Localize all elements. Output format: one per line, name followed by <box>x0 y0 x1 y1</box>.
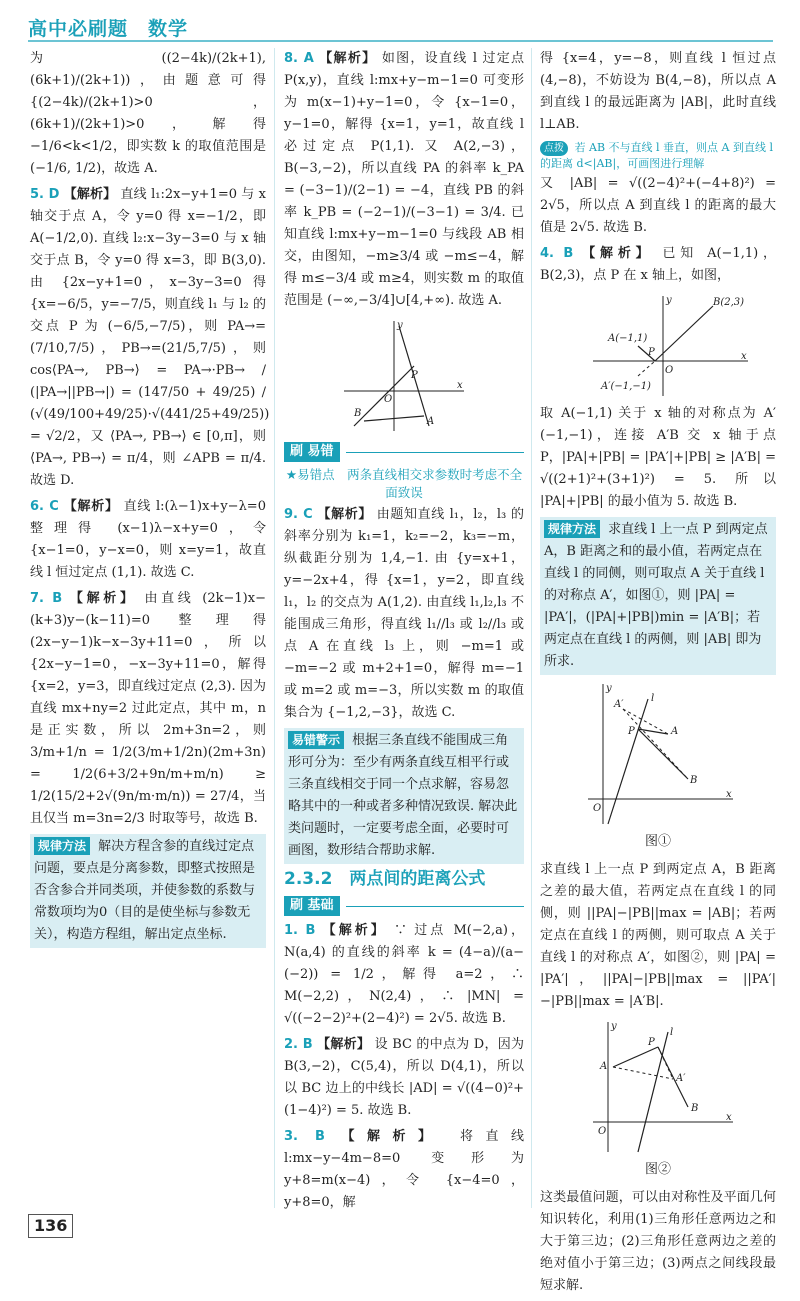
line-l <box>608 699 648 824</box>
error-badge-char: 刷 <box>290 444 304 459</box>
analysis-tag: 【解析】 <box>317 507 372 522</box>
answer-5-text: 直线 l₁:2x−y+1=0 与 x 轴交于点 A，令 y=0 得 x=−1/2，即 A(−1/2,0). 直线 l₂:x−3y−3=0 与 x 轴交于点 B，令 y=0 得 x=3，即 B(3,0). 由 {2x−y+1=0，x−3y−3=0 得 {x=−6/5，y=−7/5，则直线 l₁ 与 l₂ 的交点 P 为 (−6/5,−7/5)，则 PA→=(7/10,7/5)，PB→=(21/5,7/5)，则 cos⟨PA→, PB→⟩ = PA→·PB→ / (|PA→||PB→|) = (147/50 + 49/25) / (√(49/100+49/25)·√(441/25+49/25)) = √2/2，又 ⟨PA→, PB→⟩ ∈ [0,π]，则 ⟨PA→, PB→⟩ = π/4，则 ∠APB = π/4. 故选 D. <box>30 187 270 488</box>
answer-7-text: 由直线 (2k−1)x−(k+3)y−(k−11)=0 整理得 (2x−y−1)k−x−3y+11=0，所以 {2x−y−1=0，−x−3y+11=0，解得 {x=2，y=3，即直线过定点 (2,3). 因为直线 mx+ny=2 过此定点，其中 m，n 是正实数，所以 2m+3n=2，则 3/m+1/n = 1/2(3/m+1/2n)(2m+3n) = 1/2(6+3/2+9n/m+m/n) ≥ 1/2(15/2+2√(9n/m·m/n)) = 27/4，当且仅当 m=3n=2/3 时取等号，故选 B. <box>30 591 266 826</box>
basic-badge-char: 刷 <box>290 898 304 913</box>
analysis-tag: 【解析】 <box>341 1129 444 1144</box>
basic-answer-3-text: 将直线 l:mx−y−4m−8=0 变形为 y+8=m(x−4)，令 {x−4=0，y+8=0，解 <box>284 1129 524 1210</box>
axis-label-x: x <box>726 1112 732 1123</box>
analysis-tag: 【解析】 <box>582 246 654 261</box>
basic-section-bar <box>284 896 524 916</box>
answer-7 <box>30 588 266 830</box>
error-badge-title: 易错 <box>307 444 334 459</box>
basic-answer-2-number: 2. B <box>284 1037 313 1052</box>
column-middle <box>284 48 524 1218</box>
point-p-label: P <box>628 726 635 737</box>
point-a-prime-label: A′(−1,−1) <box>601 381 651 392</box>
point-a-label: A <box>427 416 435 427</box>
answer-5-number: 5. D <box>30 187 60 202</box>
answer-6-text: 直线 l:(λ−1)x+y−λ=0 整理得 (x−1)λ−x+y=0，令 {x−1=0，y−x=0，则 x=y=1，故直线 l 恒过定点 (1,1). 故选 C. <box>30 499 266 580</box>
section-line <box>346 452 524 453</box>
point-a-prime-label: A′ <box>676 1073 686 1084</box>
segment-pa <box>613 1047 658 1067</box>
section-line <box>346 906 524 907</box>
answer-8-number: 8. A <box>284 51 314 66</box>
warning-text: 根据三条直线不能围成三角形可分为：至少有两条直线互相平行或三条直线相交于同一个点求解，容易忽略其中的一种或者多种情况致误. 解决此类问题时，一定要考虑全面，必要时可画图，数形结合帮助求解. <box>288 733 518 858</box>
basic-answer-3 <box>284 1126 524 1214</box>
method-text: 求直线 l 上一点 P 到两定点 A，B 距离之和的最小值，若两定点在直线 l 的同侧，则可取点 A 关于直线 l 的对称点 A′，如图①，则 |PA| = |PA′|，(|PA|+|PB|)min = |A′B|；若两定点在直线 l 的两侧，则 |AB| 即为所求. <box>544 522 768 669</box>
page-number: 136 <box>28 1214 73 1238</box>
hint-note <box>540 140 776 171</box>
point-b-label: B <box>691 1103 699 1114</box>
point-p-label: P <box>648 347 655 358</box>
analysis-tag: 【解析】 <box>317 1037 371 1052</box>
column-divider <box>274 48 275 1208</box>
basic-answer-3-number: 3. B <box>284 1129 325 1144</box>
figure-q8 <box>339 316 469 436</box>
axis-label-x: x <box>726 789 732 800</box>
basic-answer-1 <box>284 920 524 1030</box>
method-box <box>540 517 776 675</box>
section-title: 2.3.2 两点间的距离公式 <box>284 869 486 889</box>
warning-box <box>284 728 524 864</box>
answer-9-number: 9. C <box>284 507 313 522</box>
point-a-label: A <box>600 1061 608 1072</box>
method-box <box>30 834 266 948</box>
line-l <box>638 1032 668 1152</box>
method-heading: 规律方法 <box>34 837 90 855</box>
page-header <box>0 0 800 44</box>
answer-9-text: 由题知直线 l₁，l₂，l₃ 的斜率分别为 k₁=1，k₂=−2，k₃=−m，纵截距分别为 1,4,−1. 由 {y=x+1，y=−2x+4，得 {x=1，y=2，即直线 l₁，l₂ 的交点为 A(1,2). 由直线 l₁,l₂,l₃ 不能围成三角形，得直线 l₁//l₃ 或 l₂//l₃ 或点 A 在直线 l₃ 上，则 −m=1 或 −m=−2 或 m+2+1=0，解得 m=−1 或 m=2 或 m=−3，所以实数 m 的取值集合为 {−1,2,−3}，故选 C. <box>284 507 524 720</box>
hint-text: 若 AB 不与直线 l 垂直，则点 A 到直线 l 的距离 d<|AB|，可画图进行理解 <box>540 141 773 170</box>
basic-answer-4-number: 4. B <box>540 246 574 261</box>
column-divider <box>531 48 532 1208</box>
error-point: ★易错点 两条直线相交求参数时考虑不全面致误 <box>285 467 523 500</box>
answer-7-number: 7. B <box>30 591 63 606</box>
answer-5 <box>30 184 270 492</box>
basic-badge-title: 基础 <box>307 898 334 913</box>
analysis-tag: 【解析】 <box>63 187 117 202</box>
basic-answer-2-text: 设 BC 的中点为 D，因为 B(3,−2)，C(5,4)，所以 D(4,1)，所以以 BC 边上的中线长 |AD| = √((4−0)²+(1−4)²) = 5. 故选 B. <box>284 1037 525 1118</box>
axis-label-y: y <box>666 295 672 306</box>
method-heading: 规律方法 <box>544 520 600 538</box>
error-badge <box>284 442 340 462</box>
answer-8 <box>284 48 524 312</box>
segment-a2p <box>638 361 655 376</box>
basic-answer-4-solution: 取 A(−1,1) 关于 x 轴的对称点为 A′(−1,−1)，连接 A′B 交 x 轴于点 P，|PA|+|PB| = |PA′|+|PB| ≥ |A′B| = √((2+1)²+(3+1)²) = 5. 所以 |PA|+|PB| 的最小值为 5. 故选 B. <box>540 406 776 509</box>
point-p-label: P <box>648 1037 655 1048</box>
axis-label-x: x <box>741 351 747 362</box>
answer-8-text: 如图，设直线 l 过定点 P(x,y)，直线 l:mx+y−m−1=0 可变形为 m(x−1)+y−1=0，令 {x−1=0，y−1=0，解得 {x=1，y=1，故直线 l 必过定点 P(1,1). 又 A(2,−3)，B(−3,−2)，所以直线 PA 的斜率 k_PA = (−3−1)/(2−1) = −4，直线 PB 的斜率 k_PB = (−2−1)/(−3−1) = 3/4. 已知直线 l:mx+y−m−1=0 与线段 AB 相交，由图知，−m≥3/4 或 −m≤−4，解得 m≤−3/4 或 m≥4，则实数 m 的取值范围是 (−∞,−3/4]∪[4,+∞). 故选 A. <box>284 51 524 308</box>
point-a-label: A <box>671 726 679 737</box>
axis-label-y: y <box>611 1021 617 1032</box>
method-difference: 求直线 l 上一点 P 到两定点 A，B 距离之差的最大值，若两定点在直线 l 的同侧，则 ||PA|−|PB||max = |AB|；若两定点在直线 l 的两侧，则可取点 A 关于直线 l 的对称点 A′，如图②，则 |PA| = |PA′|，||PA|−|PB||max = ||PA′|−|PB||max = |A′B|. <box>540 862 776 1009</box>
basic-answer-4 <box>540 243 776 287</box>
analysis-tag: 【解析】 <box>63 499 119 514</box>
figure-1 <box>578 679 738 829</box>
answer-6-number: 6. C <box>30 499 59 514</box>
analysis-tag: 【解析】 <box>319 51 377 66</box>
segment-aa2 <box>613 1067 673 1079</box>
point-a-prime-label: A′ <box>614 699 624 710</box>
basic-answer-1-text: ∵ 过点 M(−2,a)，N(a,4) 的直线的斜率 k = (4−a)/(a−(−2)) = 1/2，解得 a=2，∴ M(−2,2)，N(2,4)，∴ |MN| = √((−2−2)²+(2−4)²) = 2√5. 故选 B. <box>284 923 524 1026</box>
hint-badge: 点拨 <box>540 141 568 156</box>
axis-label-x: x <box>457 380 463 391</box>
origin-label: O <box>665 365 674 376</box>
figure-2-caption: 图② <box>644 1162 671 1177</box>
basic-answer-4-text: 已知 A(−1,1)，B(2,3)，点 P 在 x 轴上，如图， <box>540 246 777 283</box>
point-p-label: P <box>411 370 418 381</box>
point-b-label: B <box>354 408 362 419</box>
line-l-label: l <box>670 1027 674 1038</box>
figure-1-caption: 图① <box>644 834 671 849</box>
answer-9 <box>284 504 524 724</box>
axis-label-y: y <box>606 683 612 694</box>
origin-label: O <box>384 394 393 405</box>
line-l-label: l <box>651 693 655 704</box>
answer-4-continued: 为 ((2−4k)/(2k+1), (6k+1)/(2k+1))，由题意可得 {(2−4k)/(2k+1)>0，(6k+1)/(2k+1)>0，解得 −1/6<k<1/2，即实数 k 的取值范围是 (−1/6, 1/2)，故选 A. <box>30 51 266 176</box>
analysis-tag: 【解析】 <box>322 923 387 938</box>
figure-q4 <box>563 291 753 401</box>
figure-2 <box>578 1017 738 1157</box>
basic-answer-1-number: 1. B <box>284 923 316 938</box>
method-summary: 这类最值问题，可以由对称性及平面几何知识转化，利用(1)三角形任意两边之和大于第三边；(2)三角形任意两边之差的绝对值小于第三边；(3)两点之间线段最短求解. <box>540 1190 776 1293</box>
basic-answer-3-conclusion: 又 |AB| = √((2−4)²+(−4+8)²) = 2√5，所以点 A 到直线 l 的距离的最大值是 2√5. 故选 B. <box>540 176 776 235</box>
error-section-bar <box>284 442 524 462</box>
origin-label: O <box>593 803 602 814</box>
point-a-label: A(−1,1) <box>608 333 648 344</box>
point-b-label: B(2,3) <box>713 297 745 308</box>
basic-answer-3-continued: 得 {x=4，y=−8，则直线 l 恒过点 (4,−8)，不妨设为 B(4,−8)，所以点 A 到直线 l 的最远距离为 |AB|，此时直线 l⊥AB. <box>540 51 776 132</box>
axis-label-y: y <box>397 320 403 331</box>
analysis-tag: 【解析】 <box>69 591 137 606</box>
warning-heading: 易错警示 <box>288 731 344 749</box>
basic-answer-2 <box>284 1034 524 1122</box>
column-right <box>540 48 776 1301</box>
column-left <box>30 48 270 952</box>
point-b-label: B <box>690 775 698 786</box>
origin-label: O <box>598 1126 607 1137</box>
book-title: 高中必刷题 数学 <box>28 18 189 40</box>
header-rule <box>28 40 773 42</box>
basic-badge <box>284 896 340 916</box>
segment-pb <box>655 306 713 361</box>
answer-6 <box>30 496 266 584</box>
method-text: 解决方程含参的直线过定点问题，要点是分离参数，即整式按照是否含参合并同类项，并使参数的系数与常数项均为0（目的是使坐标与参数无关），构造方程组，解出定点坐标. <box>34 839 256 942</box>
